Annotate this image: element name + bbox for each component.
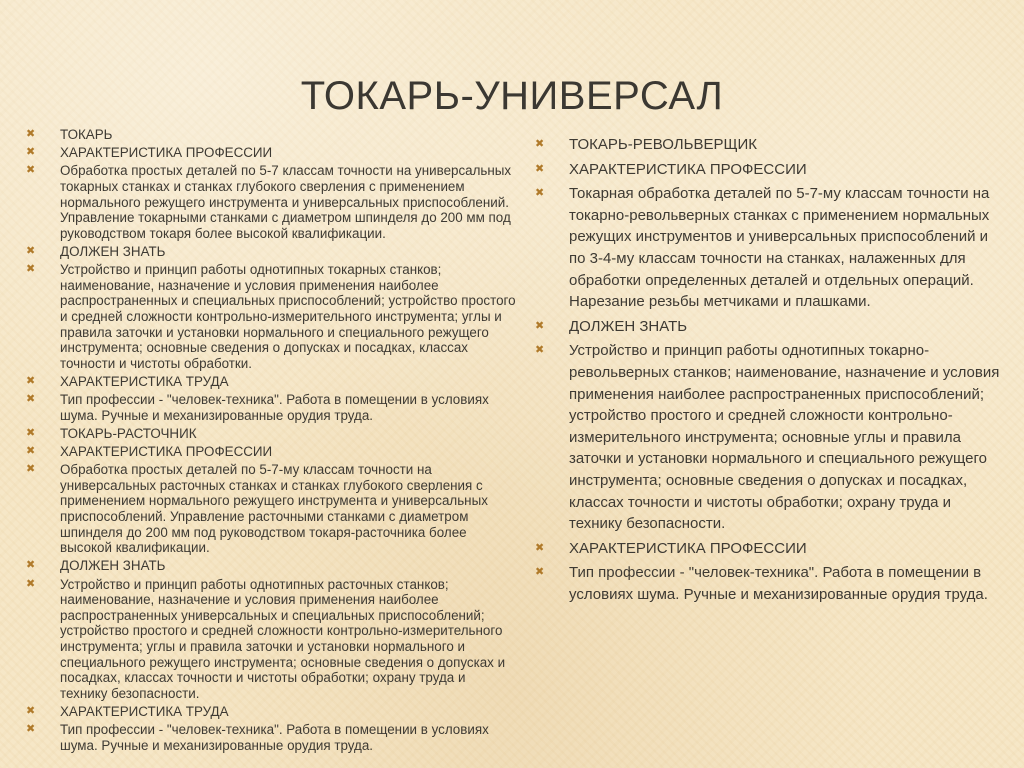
cross-bullet-icon: ✖ (535, 138, 545, 150)
left-column-list (26, 127, 516, 756)
list-item (26, 374, 516, 390)
list-item-text: ТОКАРЬ-РАСТОЧНИК (60, 425, 197, 441)
list-item-text: ХАРАКТЕРИСТИКА ПРОФЕССИИ (569, 539, 807, 557)
cross-bullet-icon: ✖ (535, 162, 545, 175)
list-item (535, 183, 1005, 313)
list-item (26, 722, 516, 753)
list-item-text: ДОЛЖЕН ЗНАТЬ (569, 317, 688, 335)
list-item (26, 426, 516, 442)
list-item-text: Тип профессии - "человек-техника". Работа в помещении в условиях шума. Ручные и механизированные орудия труда. (60, 722, 489, 753)
list-item-text: Токарная обработка деталей по 5-7-му классам точности на токарно-револьверных станках с применением нормальных режущих инструментов и универсальных приспособлений и по 3-4-му классам точности на станках, налаженных для обработки определенных деталей и отдельных операций. Нарезание резьбы метчиками и плашками. (569, 185, 990, 311)
cross-bullet-icon: ✖ (26, 426, 36, 439)
list-item (26, 163, 516, 241)
cross-bullet-icon: ✖ (26, 393, 36, 406)
list-item (26, 558, 516, 574)
list-item (26, 262, 516, 371)
list-item-text: ХАРАКТЕРИСТИКА ПРОФЕССИИ (60, 145, 273, 161)
list-item (26, 577, 516, 702)
list-item-text: Устройство и принцип работы однотипных расточных станков; наименование, назначение и условия применения наиболее распространенных универсальных и специальных приспособлений; устройство простого и средней сложности контрольно-измерительного инструмента; углы и правила заточки и установки нормального и специального режущего инструмента; основные сведения о допусках и посадках, классах точности и чистоты обработки; охрану труда и технику безопасности. (60, 576, 506, 701)
list-item (26, 127, 516, 143)
right-column-list (535, 134, 1005, 608)
list-item (535, 159, 1005, 181)
list-item-text: Устройство и принцип работы однотипных токарных станков; наименование, назначение и условия применения наиболее распространенных и специальных приспособлений; устройство простого и средней сложности контрольно-измерительного инструмента; углы и правила заточки и установки нормального и специального режущего инструмента; основные сведения о допусках и посадках, классах точности и чистоты обработки. (60, 262, 516, 371)
cross-bullet-icon: ✖ (535, 187, 545, 200)
list-item-text: ДОЛЖЕН ЗНАТЬ (60, 558, 166, 574)
list-item (26, 244, 516, 260)
cross-bullet-icon: ✖ (535, 541, 545, 554)
cross-bullet-icon: ✖ (26, 146, 36, 159)
list-item-text: ТОКАРЬ-РЕВОЛЬВЕРЩИК (569, 136, 758, 153)
list-item-text: ХАРАКТЕРИСТИКА ПРОФЕССИИ (60, 444, 273, 460)
cross-bullet-icon: ✖ (26, 164, 36, 177)
cross-bullet-icon: ✖ (535, 566, 545, 579)
list-item (535, 134, 1005, 156)
cross-bullet-icon: ✖ (26, 723, 36, 736)
cross-bullet-icon: ✖ (26, 445, 36, 458)
list-item-text: ХАРАКТЕРИСТИКА ТРУДА (60, 703, 229, 719)
list-item (26, 145, 516, 161)
list-item (26, 392, 516, 423)
cross-bullet-icon: ✖ (26, 263, 36, 276)
list-item-text: ТОКАРЬ (60, 127, 113, 142)
cross-bullet-icon: ✖ (26, 704, 36, 717)
cross-bullet-icon: ✖ (26, 374, 36, 387)
slide-title: ТОКАРЬ-УНИВЕРСАЛ (300, 74, 724, 118)
list-item-text: ХАРАКТЕРИСТИКА ТРУДА (60, 373, 229, 389)
list-item (535, 316, 1005, 338)
cross-bullet-icon: ✖ (535, 344, 545, 357)
cross-bullet-icon: ✖ (26, 559, 36, 572)
list-item (535, 562, 1005, 605)
list-item-text: ХАРАКТЕРИСТИКА ПРОФЕССИИ (569, 160, 807, 178)
list-item (535, 340, 1005, 534)
list-item-text: ДОЛЖЕН ЗНАТЬ (60, 243, 166, 259)
cross-bullet-icon: ✖ (26, 128, 36, 140)
list-item-text: Тип профессии - "человек-техника". Работа в помещении в условиях шума. Ручные и механизированные орудия труда. (569, 564, 988, 603)
list-item-text: Обработка простых деталей по 5-7 классам точности на универсальных токарных станках и станках глубокого сверления с применением нормального режущего инструмента и универсальных приспособлений. Управление токарными станками с диаметром шпинделя до 200 мм под руководством токаря более высокой квалификации. (60, 163, 512, 241)
list-item-text: Устройство и принцип работы однотипных токарно-револьверных станков; наименование, назначение и условия применения наиболее распространенных приспособлений; устройство простого и средней сложности контрольно-измерительного инструмента; основные углы и правила заточки и установки нормального и специального режущего инструмента; основные сведения о допусках и посадках, классах точности и чистоты обработки; охрану труда и технику безопасности. (569, 342, 1000, 533)
list-item (26, 444, 516, 460)
cross-bullet-icon: ✖ (26, 244, 36, 257)
cross-bullet-icon: ✖ (26, 463, 36, 476)
cross-bullet-icon: ✖ (535, 319, 545, 332)
list-item (535, 538, 1005, 560)
cross-bullet-icon: ✖ (26, 577, 36, 590)
list-item-text: Обработка простых деталей по 5-7-му классам точности на универсальных расточных станках и станках глубокого сверления с применением нормального режущего инструмента и универсальных приспособлений. Управление расточными станками с диаметром шпинделя до 200 мм под руководством токаря-расточника более высокой квалификации. (60, 462, 488, 556)
list-item (26, 704, 516, 720)
list-item-text: Тип профессии - "человек-техника". Работа в помещении в условиях шума. Ручные и механизированные орудия труда. (60, 392, 489, 423)
list-item (26, 462, 516, 556)
